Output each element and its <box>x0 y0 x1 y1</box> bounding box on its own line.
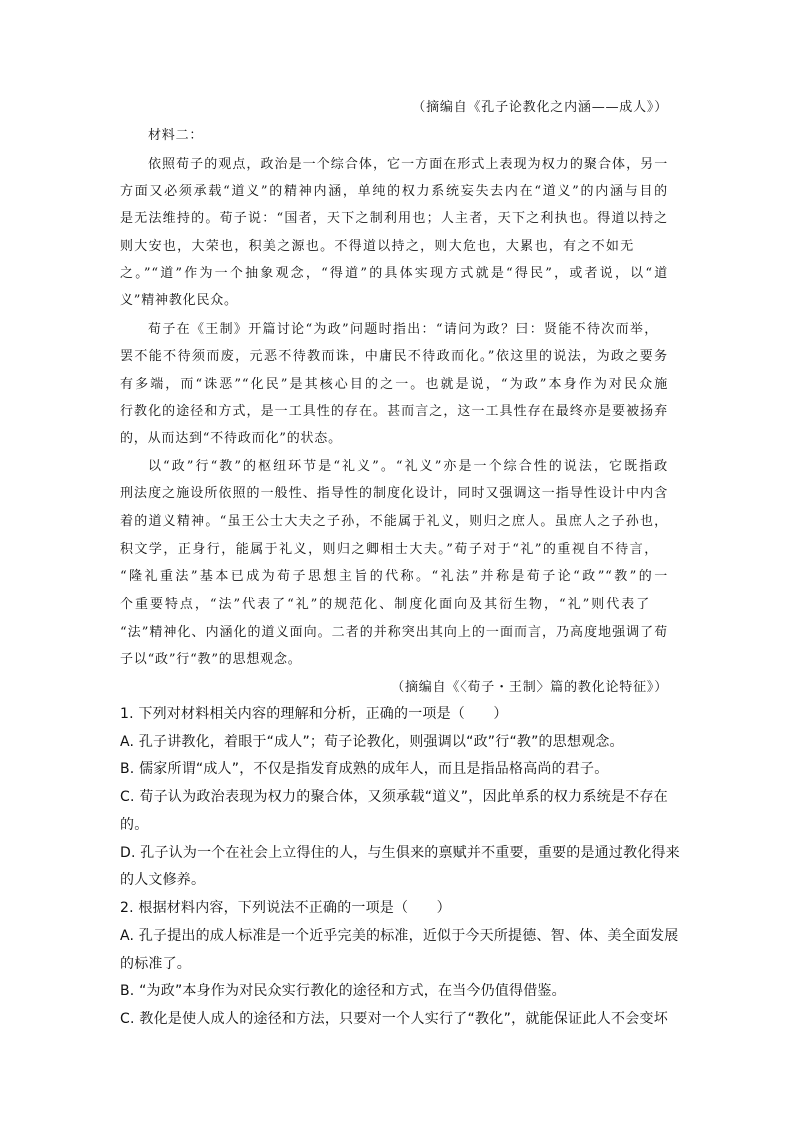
para2-line: 行教化的途径和方式，是一工具性的存在。甚而言之，这一工具性存在最终亦是要被扬弃 <box>120 404 668 419</box>
material-two-heading: 材料二： <box>148 128 204 143</box>
para3-line: “隆礼重法”基本已成为荀子思想主旨的代称。“礼法”并称是荀子论“政”“教”的一 <box>120 569 668 584</box>
para3-line: 子以“政”行“教”的思想观念。 <box>120 652 302 667</box>
question-1-option-b[interactable]: B. 儒家所谓“成人”，不仅是指发育成熟的成年人，而且是指品格高尚的君子。 <box>120 761 609 777</box>
question-1-option-a[interactable]: A. 孔子讲教化，着眼于“成人”；荀子论教化，则强调以“政”行“教”的思想观念。 <box>120 734 624 750</box>
question-1-option-c-cont: 的。 <box>120 817 149 833</box>
para3-line: 积文学，正身行，能属于礼义，则归之卿相士大夫。”荀子对于“礼”的重视自不待言， <box>120 542 658 557</box>
para1-line: 义”精神教化民众。 <box>120 293 238 308</box>
question-2-stem: 2. 根据材料内容，下列说法不正确的一项是（ ） <box>120 900 451 916</box>
para3-line: 着的道义精神。“虽王公士大夫之子孙，不能属于礼义，则归之庶人。虽庶人之子孙也， <box>120 514 668 529</box>
para3-line: 个重要特点，“法”代表了“礼”的规范化、制度化面向及其衍生物，“礼”则代表了 <box>120 597 650 612</box>
question-1-option-c[interactable]: C. 荀子认为政治表现为权力的聚合体，又须承载“道义”，因此单系的权力系统是不存在 <box>120 789 668 805</box>
question-2-option-c[interactable]: C. 教化是使人成人的途径和方法，只要对一个人实行了“教化”，就能保证此人不会变坏 <box>120 1011 668 1027</box>
question-2-option-b[interactable]: B. “为政”本身作为对民众实行教化的途径和方式，在当今仍值得借鉴。 <box>120 983 566 999</box>
para1-line: 依照荀子的观点，政治是一个综合体，它一方面在形式上表现为权力的聚合体，另一 <box>148 157 668 172</box>
para2-line: 荀子在《王制》开篇讨论“为政”问题时指出：“请问为政？曰：贤能不待次而举， <box>148 322 658 337</box>
question-2-option-a-cont: 的标准了。 <box>120 956 191 972</box>
para1-line: 是无法维持的。荀子说：“国者，天下之制利用也；人主者，天下之利执也。得道以持之 <box>120 211 668 226</box>
para1-line: 则大安也，大荣也，积美之源也。不得道以持之，则大危也，大累也，有之不如无 <box>120 239 634 254</box>
para3-line: “法”精神化、内涵化的道义面向。二者的并称突出其向上的一面而言，乃高度地强调了荀 <box>120 625 668 640</box>
para2-line: 罢不能不待须而废，元恶不待教而诛，中庸民不待政而化。”依这里的说法，为政之要务 <box>120 349 668 364</box>
question-2-option-a[interactable]: A. 孔子提出的成人标准是一个近乎完美的标准，近似于今天所提德、智、体、美全面发展 <box>120 928 679 944</box>
question-1-option-d[interactable]: D. 孔子认为一个在社会上立得住的人，与生俱来的禀赋并不重要，重要的是通过教化得来 <box>120 845 680 861</box>
para2-line: 的，从而达到“不待政而化”的状态。 <box>120 431 342 446</box>
para1-line: 方面又必须承载“道义”的精神内涵，单纯的权力系统妄失去内在“道义”的内涵与目的 <box>120 184 668 199</box>
para3-line: 以“政”行“教”的枢纽环节是“礼义”。“礼义”亦是一个综合性的说法，它既指政 <box>148 459 668 474</box>
para1-line: 之。”“道”作为一个抽象观念，“得道”的具体实现方式就是“得民”，或者说，以“道 <box>120 266 668 281</box>
source-citation-1: （摘编自《孔子论教化之内涵——成人》） <box>412 100 668 115</box>
question-1-option-d-cont: 的人文修养。 <box>120 872 206 888</box>
para2-line: 有多端，而“诛恶”“化民”是其核心目的之一。也就是说，“为政”本身作为对民众施 <box>120 377 668 392</box>
para3-line: 刑法度之施设所依照的一般性、指导性的制度化设计，同时又强调这一指导性设计中内含 <box>120 486 668 501</box>
source-citation-2: （摘编自《〈荀子・王制〉篇的教化论特征》） <box>391 680 668 695</box>
question-1-stem: 1. 下列对材料相关内容的理解和分析，正确的一项是（ ） <box>120 706 508 722</box>
